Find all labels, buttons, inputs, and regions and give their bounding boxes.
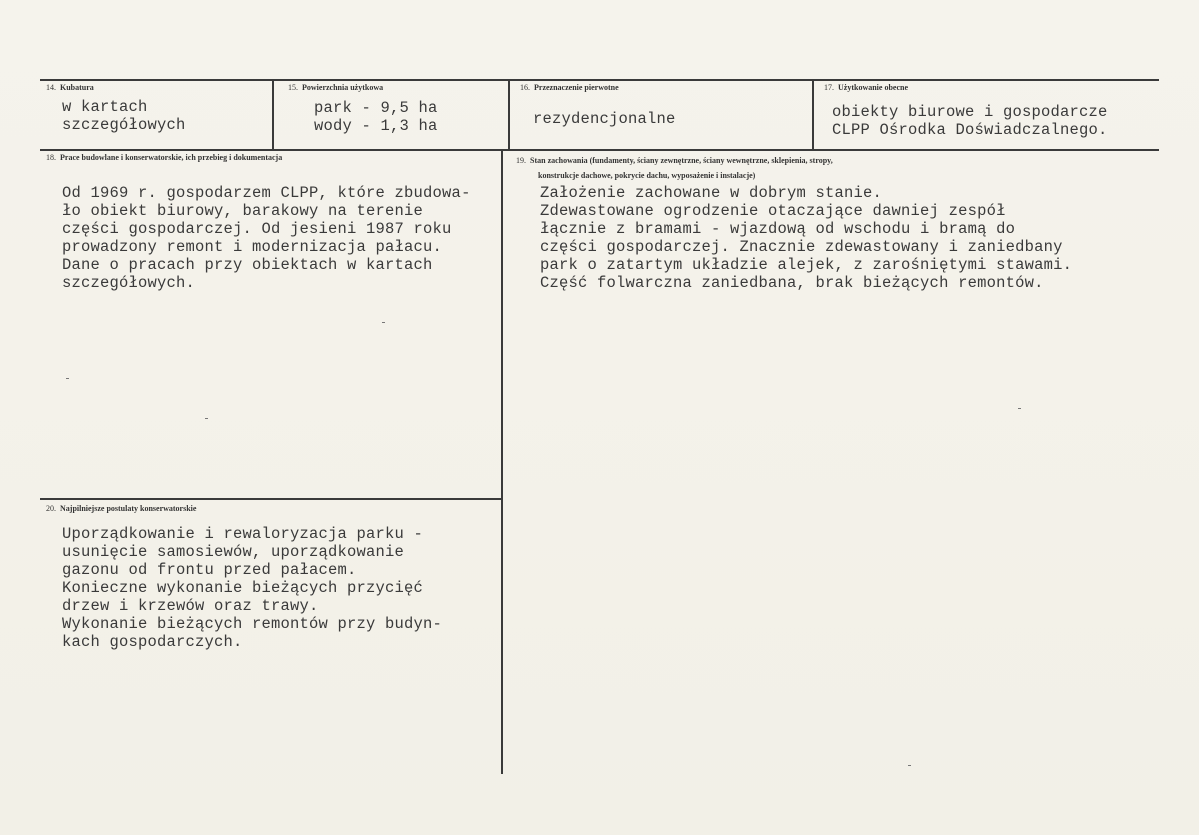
field-19-label-cont: konstrukcje dachowe, pokrycie dachu, wyposażenie i instalacje): [538, 171, 756, 180]
field-14-label: 14. Kubatura: [46, 83, 94, 92]
field-19-value: Założenie zachowane w dobrym stanie. Zdewastowane ogrodzenie otaczające dawniej zespół łącznie z bramami - wjazdową od wschodu i bramą do części gospodarczej. Znacznie zdewastowany i zaniedbany park o zatartym układzie alejek, z zarośniętymi stawami. Część folwarczna zaniedbana, brak bieżących remontów.: [540, 184, 1073, 292]
field-19-label: 19. Stan zachowania (fundamenty, ściany zewnętrzne, ściany wewnętrzne, sklepienia, stropy,: [516, 156, 833, 165]
field-17-value: obiekty biurowe i gospodarcze CLPP Ośrodka Doświadczalnego.: [832, 103, 1108, 139]
field-20-value: Uporządkowanie i rewaloryzacja parku - usunięcie samosiewów, uporządkowanie gazonu od frontu przed pałacem. Konieczne wykonanie bieżących przycięć drzew i krzewów oraz trawy. Wykonanie bieżących remontów przy budyn- kach gospodarczych.: [62, 525, 443, 651]
field-17-label: 17. Użytkowanie obecne: [824, 83, 908, 92]
main-column-divider: [501, 149, 503, 774]
divider-15-16: [508, 79, 510, 149]
field-16-label: 16. Przeznaczenie pierwotne: [520, 83, 619, 92]
field-14-value: w kartach szczegółowych: [62, 98, 186, 134]
paper-speck: [908, 765, 911, 766]
field-15-value: park - 9,5 ha wody - 1,3 ha: [314, 99, 438, 135]
field-18-label: 18. Prace budowlane i konserwatorskie, ich przebieg i dokumentacja: [46, 153, 283, 162]
field-18-value: Od 1969 r. gospodarzem CLPP, które zbudowa- ło obiekt biurowy, barakowy na terenie części gospodarczej. Od jesieni 1987 roku prowadzony remont i modernizacja pałacu. Dane o pracach przy obiektach w kartach szczegółowych.: [62, 184, 471, 292]
divider-16-17: [812, 79, 814, 149]
paper-speck: [205, 418, 208, 419]
top-rule: [40, 79, 1159, 81]
middle-rule: [40, 149, 1159, 151]
section-20-rule: [40, 498, 502, 500]
divider-14-15: [272, 79, 274, 149]
paper-speck: [1018, 408, 1021, 409]
paper-speck: [382, 322, 385, 323]
field-20-label: 20. Najpilniejsze postulaty konserwatorskie: [46, 504, 197, 513]
field-16-value: rezydencjonalne: [533, 110, 676, 128]
field-15-label: 15. Powierzchnia użytkowa: [288, 83, 384, 92]
paper-speck: [66, 378, 69, 379]
